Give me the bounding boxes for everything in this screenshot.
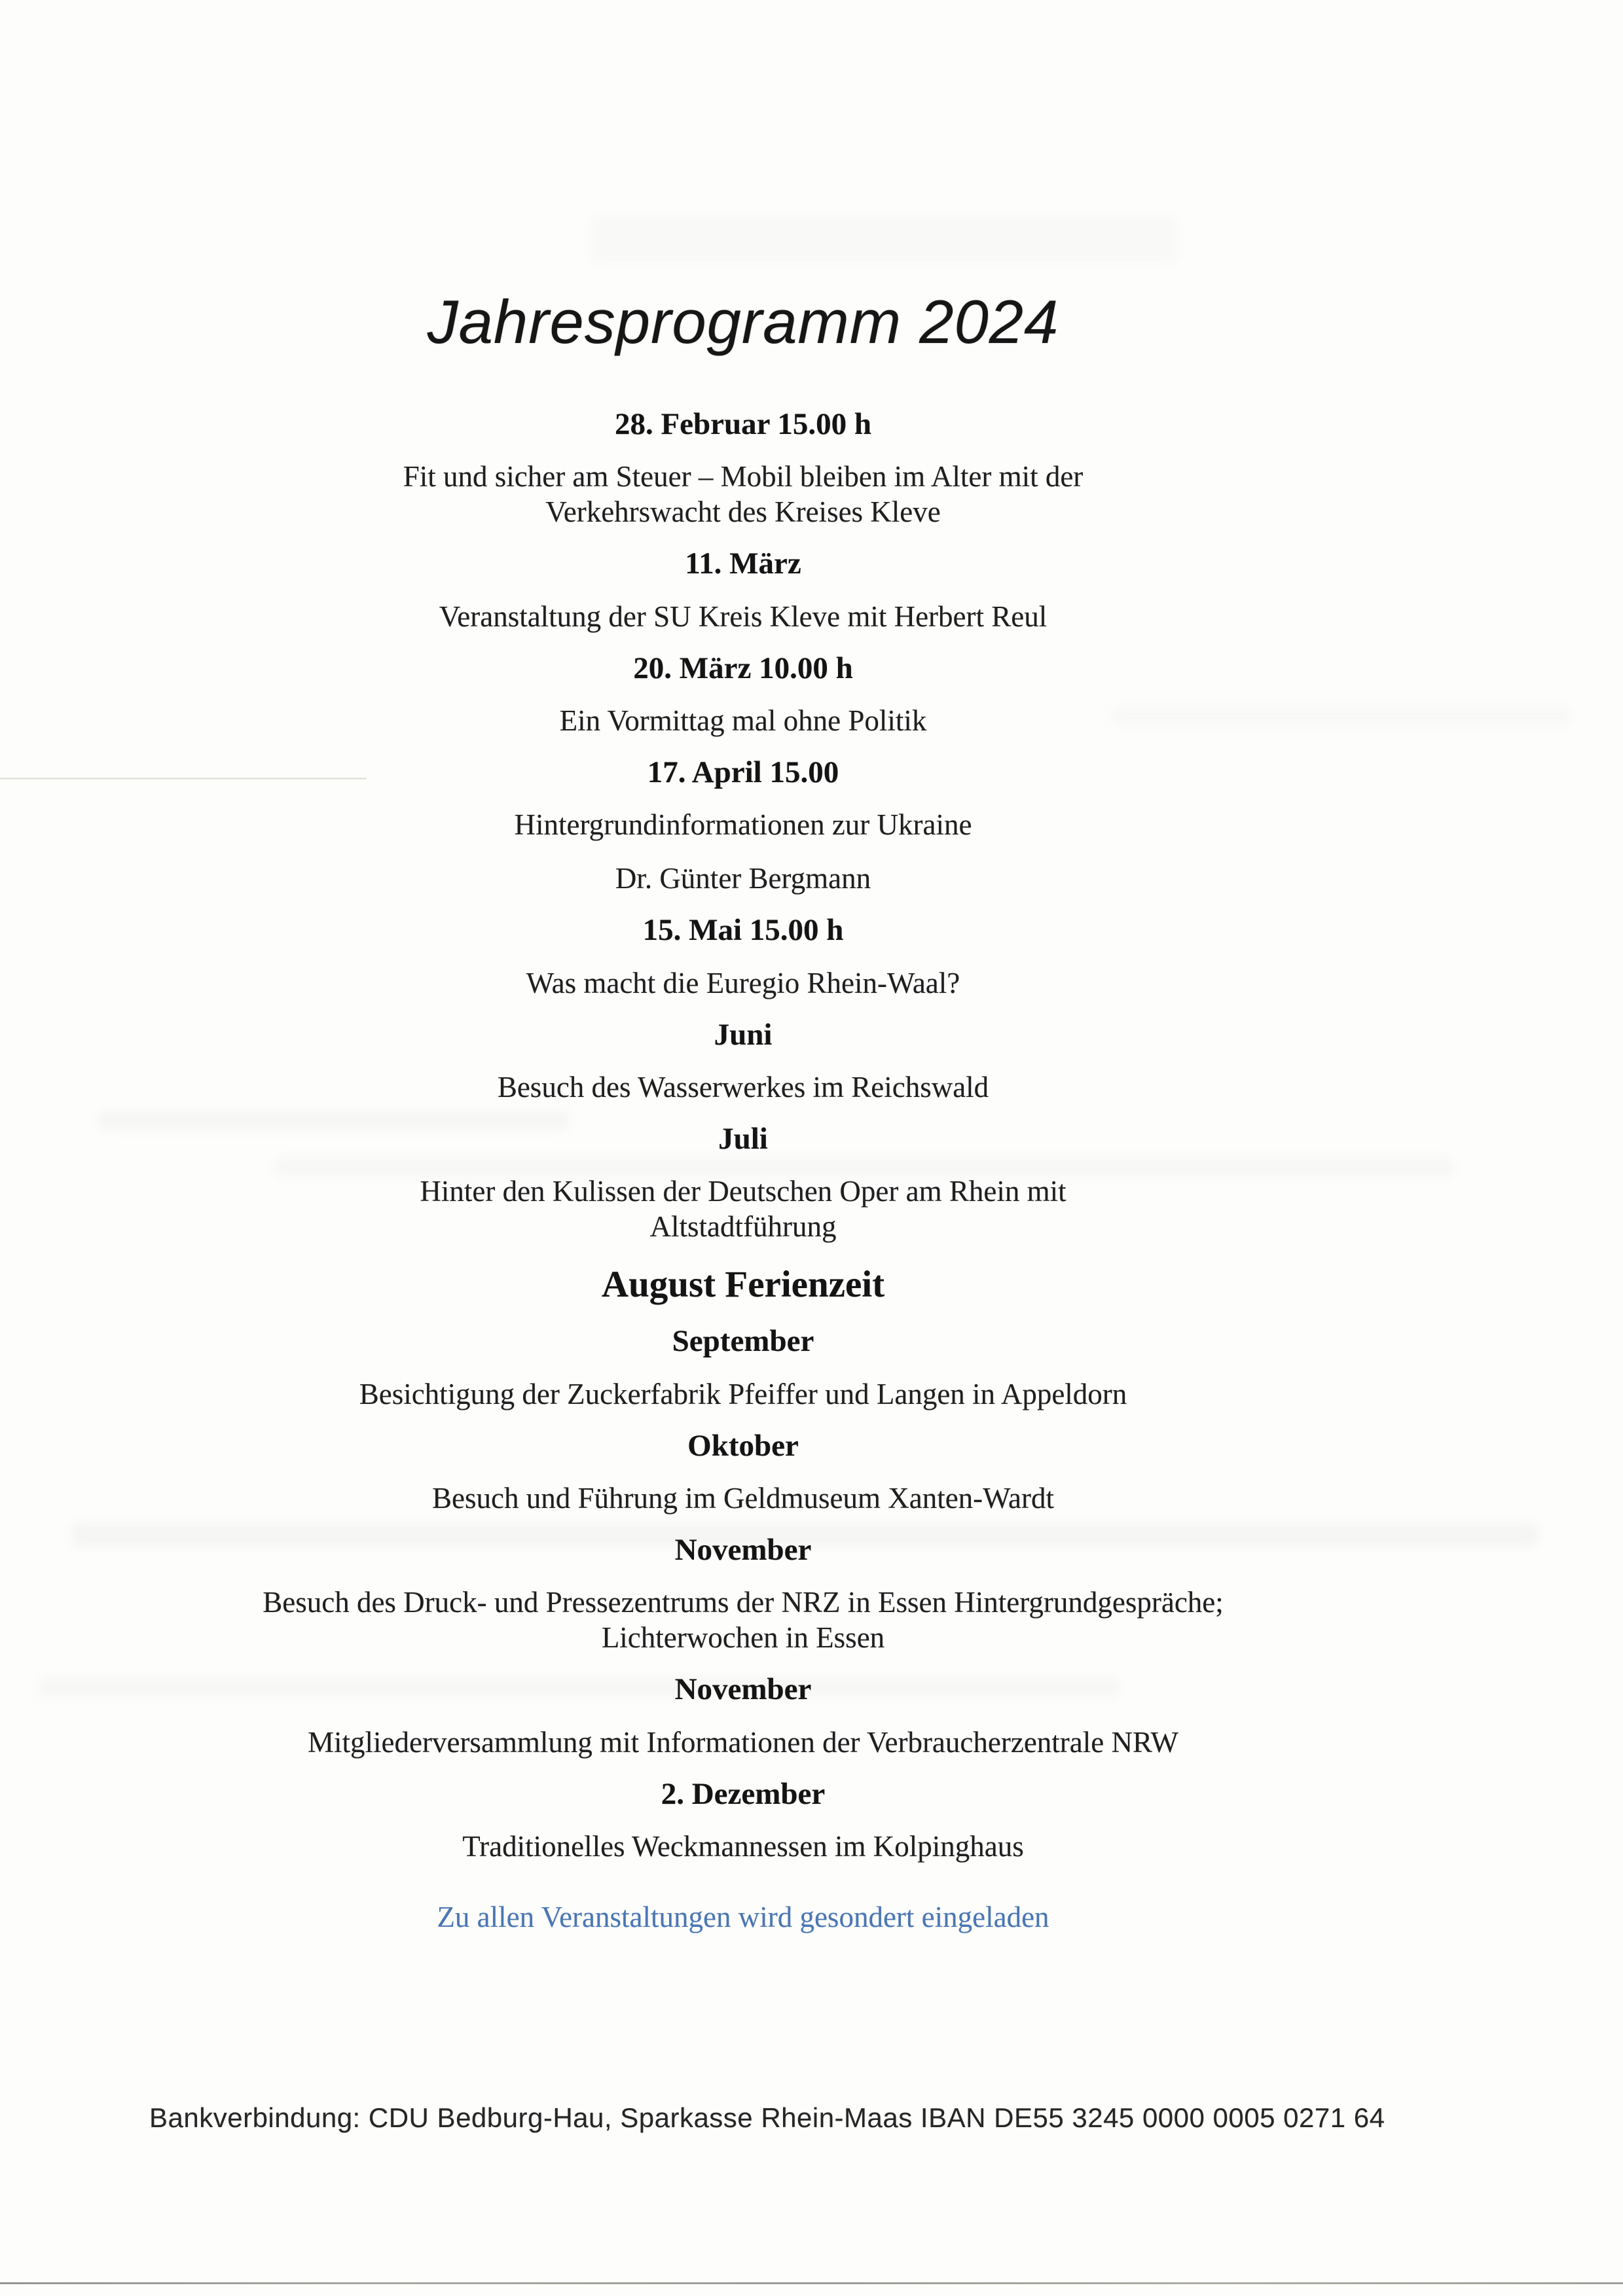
event <box>0 1265 1486 1304</box>
event-date-heading: 17. April 15.00 <box>647 755 839 790</box>
event <box>0 1019 1486 1105</box>
event <box>0 548 1486 634</box>
event-description <box>0 1069 1486 1105</box>
event-description <box>0 1725 1486 1760</box>
event-description-line: Ein Vormittag mal ohne Politik <box>559 704 927 738</box>
event-description <box>0 599 1486 634</box>
event <box>0 1534 1486 1655</box>
event <box>0 1778 1486 1864</box>
event-date-heading: Oktober <box>687 1428 799 1463</box>
event <box>0 1674 1486 1759</box>
event-description <box>0 807 1486 842</box>
bank-details-footer: Bankverbindung: CDU Bedburg-Hau, Sparkasse Rhein-Maas IBAN DE55 3245 0000 0005 0271 64 <box>149 2102 1385 2133</box>
event-date-heading: November <box>674 1672 812 1707</box>
event <box>0 408 1486 529</box>
event-date-heading: 28. Februar 15.00 h <box>614 407 872 441</box>
event-description-line: Traditionelles Weckmannessen im Kolpinghaus <box>462 1829 1024 1863</box>
event <box>0 757 1486 896</box>
event-date-heading: November <box>674 1532 812 1567</box>
event-description <box>0 1376 1486 1412</box>
event <box>0 1430 1486 1516</box>
event-date-heading: 2. Dezember <box>661 1776 826 1811</box>
event-description-line: Besichtigung der Zuckerfabrik Pfeiffer und Langen in Appeldorn <box>359 1377 1127 1410</box>
event-description <box>0 1480 1486 1516</box>
event-description <box>0 1829 1486 1864</box>
event-description-line: Fit und sicher am Steuer – Mobil bleiben im Alter mit der <box>403 460 1084 493</box>
event-description-line: Hintergrundinformationen zur Ukraine <box>514 808 972 842</box>
page-title: Jahresprogramm 2024 <box>427 287 1059 356</box>
event-date-heading: 20. März 10.00 h <box>633 651 853 685</box>
scan-page-edge-line <box>0 2282 1623 2284</box>
event <box>0 1325 1486 1411</box>
event-description-line: Besuch des Wasserwerkes im Reichswald <box>497 1071 989 1104</box>
event-description-line: Veranstaltung der SU Kreis Kleve mit Herbert Reul <box>439 600 1048 633</box>
event-date-heading: Juni <box>714 1017 773 1052</box>
event-description-line: Was macht die Euregio Rhein-Waal? <box>526 966 960 999</box>
event-description <box>0 965 1486 1001</box>
event-description <box>0 1585 1486 1655</box>
event <box>0 653 1486 738</box>
event-description <box>0 1174 1486 1244</box>
event-date-heading: 15. Mai 15.00 h <box>642 913 844 948</box>
event-description-line: Verkehrswacht des Kreises Kleve <box>545 495 941 529</box>
event-description-line: Hinter den Kulissen der Deutschen Oper am Rhein mit <box>420 1175 1067 1208</box>
event-description-line: Besuch des Druck- und Pressezentrums der NRZ in Essen Hintergrundgespräche; <box>263 1586 1224 1619</box>
event-description-line: Besuch und Führung im Geldmuseum Xanten-Wardt <box>432 1481 1054 1515</box>
event-date-heading: September <box>672 1324 814 1359</box>
event-description-line: Mitgliederversammlung mit Informationen der Verbraucherzentrale NRW <box>308 1725 1178 1759</box>
event-description-line: Lichterwochen in Essen <box>601 1621 885 1655</box>
event-description <box>0 861 1486 896</box>
event-description-line: Dr. Günter Bergmann <box>615 862 871 895</box>
event-date-heading: Juli <box>718 1122 768 1157</box>
event-description <box>0 459 1486 529</box>
closing-note: Zu allen Veranstaltungen wird gesondert eingeladen <box>437 1900 1049 1933</box>
event <box>0 914 1486 1000</box>
event <box>0 1123 1486 1244</box>
event-date-heading: 11. März <box>685 547 801 581</box>
event-date-heading: August Ferienzeit <box>601 1264 885 1306</box>
event-description-line: Altstadtführung <box>649 1210 837 1244</box>
event-description <box>0 703 1486 738</box>
events-list <box>0 408 1486 1864</box>
